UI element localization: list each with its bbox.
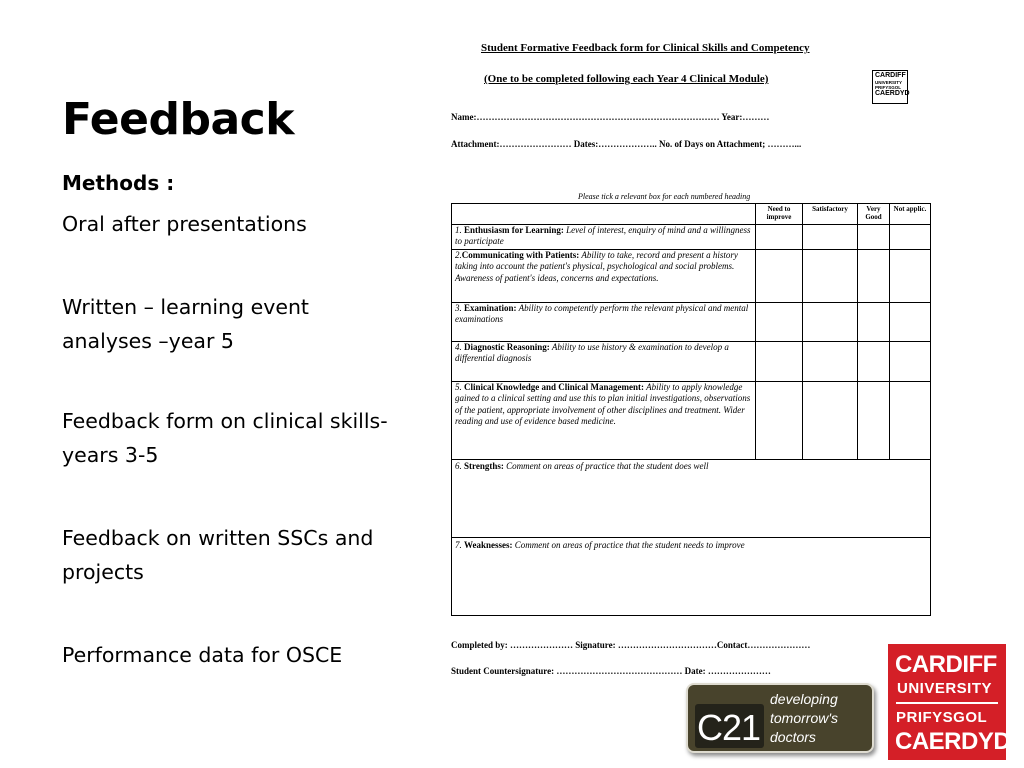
form-logo-line: CAERDYD [875,90,910,97]
c21-tagline-line: tomorrow's [770,710,839,726]
slide-title: Feedback [62,94,294,145]
form-row: 7. Weaknesses: Comment on areas of practice that the student needs to improve [455,540,745,550]
form-assessment-table [451,203,931,616]
method-item: Feedback form on clinical skills- years 3-5 [62,409,388,467]
logo-word: CARDIFF [895,651,997,678]
col-need-to-improve: Need to improve [766,205,792,221]
c21-code: C21 [697,707,761,748]
logo-word: PRIFYSGOL [896,709,988,726]
c21-tagline-line: developing [770,691,838,707]
form-row: 3. Examination: Ability to competently perform the relevant physical and mental examinations [455,303,749,325]
form-subtitle: (One to be completed following each Year 4 Clinical Module) [484,73,769,85]
logo-word: UNIVERSITY [897,680,993,697]
c21-code-box [695,704,764,748]
c21-tagline [770,690,838,747]
col-very-good: Very Good [865,205,882,221]
cardiff-university-logo [888,644,1011,760]
form-countersignature-line: Student Countersignature: …………………………………… Date: ………………… [451,666,771,676]
col-satisfactory: Satisfactory [812,205,848,213]
form-logo-line: PRIFYSGOL [875,85,902,90]
methods-subheading: Methods : [62,171,175,195]
c21-badge [686,683,874,753]
form-row: 4. Diagnostic Reasoning: Ability to use history & examination to develop a differential diagnosis [455,342,729,364]
method-item: Feedback on written SSCs and projects [62,526,374,584]
form-row: 1. Enthusiasm for Learning: Level of interest, enquiry of mind and a willingness to participate [455,225,751,247]
form-university-logo [872,70,908,104]
logo-word: CAERDYD [895,728,1011,755]
form-logo-line: UNIVERSITY [875,80,903,85]
method-item: Written – learning event analyses –year 5 [62,295,309,353]
feedback-form-image [448,40,938,680]
form-row: 5. Clinical Knowledge and Clinical Management: Ability to apply knowledge gained to a clinical setting and use this to plan initial investigations, observations of the patient, appropriate involvement of other disciplines and treatment. Wider reading and use of evidence based medicine. [455,382,751,426]
form-tick-instruction: Please tick a relevant box for each numbered heading [578,192,751,201]
form-completed-by-line: Completed by: ………………… Signature: ……………………………Contact………………… [451,640,811,650]
form-name-line: Name:……………………………………………………………………… Year:……… [451,112,770,122]
method-item: Performance data for OSCE [62,643,343,667]
form-title: Student Formative Feedback form for Clinical Skills and Competency [481,42,810,54]
form-row: 2.Communicating with Patients: Ability to take, record and present a history taking into account the patient's physical, psychological and social problems. Awareness of patient's ideas, concerns and expectations. [455,250,738,283]
form-row: 6. Strengths: Comment on areas of practice that the student does well [455,461,709,471]
logo-divider [896,702,998,704]
method-item: Oral after presentations [62,212,307,236]
c21-tagline-line: doctors [770,729,816,745]
col-not-applicable: Not applic. [893,205,927,213]
form-logo-line: CARDIFF [875,72,906,79]
form-attachment-line: Attachment:…………………… Dates:……………….. No. of Days on Attachment; ………... [451,139,802,149]
